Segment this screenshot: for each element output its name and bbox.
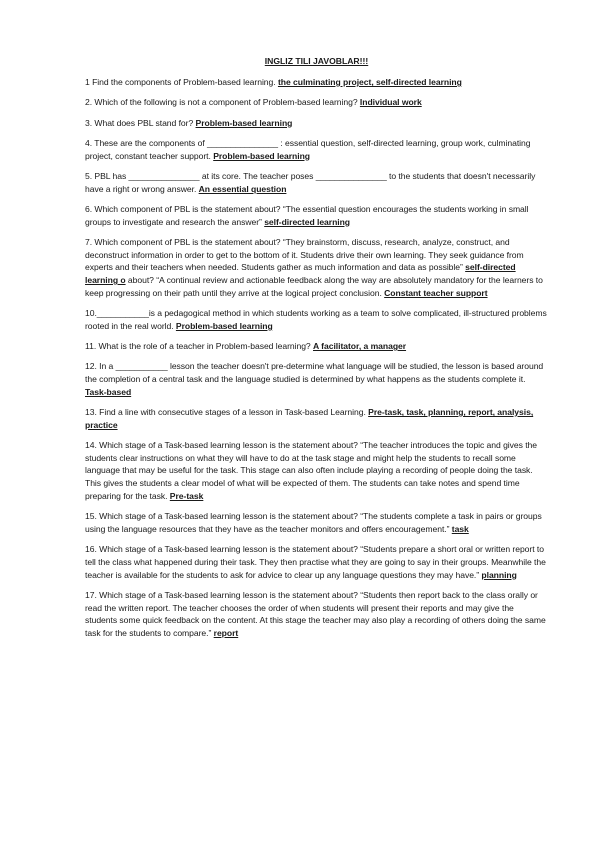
question-13 xyxy=(85,406,548,431)
question-text: 16. Which stage of a Task-based learning lesson is the statement about? “Students prepare a short oral or written report to tell the class what happened during their task. They then practise what they are going to say in their groups. Meanwhile the teacher is available for the students to ask for advice to clear up any language questions they may have.” xyxy=(85,544,546,580)
question-text: 12. In a ___________ lesson the teacher doesn't pre-determine what language will be studied, the lesson is based around the completion of a central task and the language studied is determined by what happens as the students complete it. xyxy=(85,361,544,384)
answer-text: task xyxy=(451,523,469,534)
question-text: 14. Which stage of a Task-based learning lesson is the statement about? “The teacher introduces the topic and gives the students clear instructions on what they will have to do at the task stage and might help the students to recall some language that may be useful for the task. This stage can also often include playing a recording of people doing the task. This gives the students a clear model of what will be expected of them. The students can take notes and spend time preparing for the task. xyxy=(85,440,538,501)
question-text-continued: about? “A continual review and actionable feedback along the way are absolutely mandatory for the learners to keep progressing on their path until they arrive at the logical project conclusion. xyxy=(85,275,543,298)
question-12 xyxy=(85,360,548,398)
question-4 xyxy=(85,137,548,162)
question-1 xyxy=(85,76,548,89)
answer-text: Individual work xyxy=(359,97,422,108)
question-text: 11. What is the role of a teacher in Problem-based learning? xyxy=(85,341,313,351)
question-2 xyxy=(85,96,548,109)
question-text: 2. Which of the following is not a component of Problem-based learning? xyxy=(85,97,360,108)
answer-text: An essential question xyxy=(198,183,287,194)
question-16 xyxy=(85,543,548,581)
question-11 xyxy=(85,340,548,353)
question-10 xyxy=(85,307,548,332)
answer-text: self-directed learning xyxy=(264,216,351,227)
question-6 xyxy=(85,203,548,228)
question-text: 10.___________is a pedagogical method in which students working as a team to solve complicated, ill-structured problems rooted in the real world. xyxy=(85,308,547,331)
answer-text: planning xyxy=(481,569,517,580)
question-text: 13. Find a line with consecutive stages of a lesson in Task-based Learning. xyxy=(85,407,369,417)
answer-text: Problem-based learning xyxy=(195,117,293,128)
question-17 xyxy=(85,589,548,640)
answer-text: Problem-based learning xyxy=(175,320,273,331)
question-text: 6. Which component of PBL is the statement about? “The essential question encourages the students working in small groups to investigate and research the answer” xyxy=(85,203,529,227)
answer-text: Pre-task, task, planning, report, analysis, practice xyxy=(85,407,534,430)
question-text: 7. Which component of PBL is the statement about? “They brainstorm, discuss, research, analyze, construct, and deconstruct information in order to get to the bottom of it. Students drive their own learning. They seek guidance from experts and their teachers when needed. Students gather as much information and data as possible” xyxy=(85,236,524,273)
question-text: 15. Which stage of a Task-based learning lesson is the statement about? “The students complete a task in pairs or groups using the language resources that they have as the teacher monitors and offers encouragement.” xyxy=(85,511,542,534)
answer-text: Problem-based learning xyxy=(213,150,310,161)
answer-text: the culminating project, self-directed learning xyxy=(277,77,462,87)
question-text: 4. These are the components of _______________ : essential question, self-directed learning, group work, culminating project, constant teacher support. xyxy=(85,137,531,161)
question-text: 3. What does PBL stand for? xyxy=(85,117,196,128)
question-text: 1 Find the components of Problem-based learning. xyxy=(85,77,278,87)
answer-text: report xyxy=(213,627,239,638)
question-3 xyxy=(85,117,548,130)
question-14 xyxy=(85,439,548,503)
answer-text: Pre-task xyxy=(169,490,204,501)
question-15 xyxy=(85,510,548,535)
question-text: 17. Which stage of a Task-based learning lesson is the statement about? “Students then report back to the class orally or read the written report. The teacher chooses the order of when students will present their reports and may give the students some quick feedback on the content. At this stage the teacher may also play a recording of others doing the same task for the students to compare.” xyxy=(85,589,546,638)
question-5 xyxy=(85,170,548,195)
answer-text: A facilitator, a manager xyxy=(313,341,407,351)
answer-text-2: Constant teacher support xyxy=(384,287,488,298)
answer-text: self-directed learning o xyxy=(85,262,516,285)
page-title: INGLIZ TILI JAVOBLAR!!! xyxy=(264,56,369,66)
answer-text: Task-based xyxy=(85,386,132,397)
question-7 xyxy=(85,236,548,300)
question-text: 5. PBL has _______________ at its core. The teacher poses _______________ to the students that doesn't necessarily have a right or wrong answer. xyxy=(85,170,536,194)
